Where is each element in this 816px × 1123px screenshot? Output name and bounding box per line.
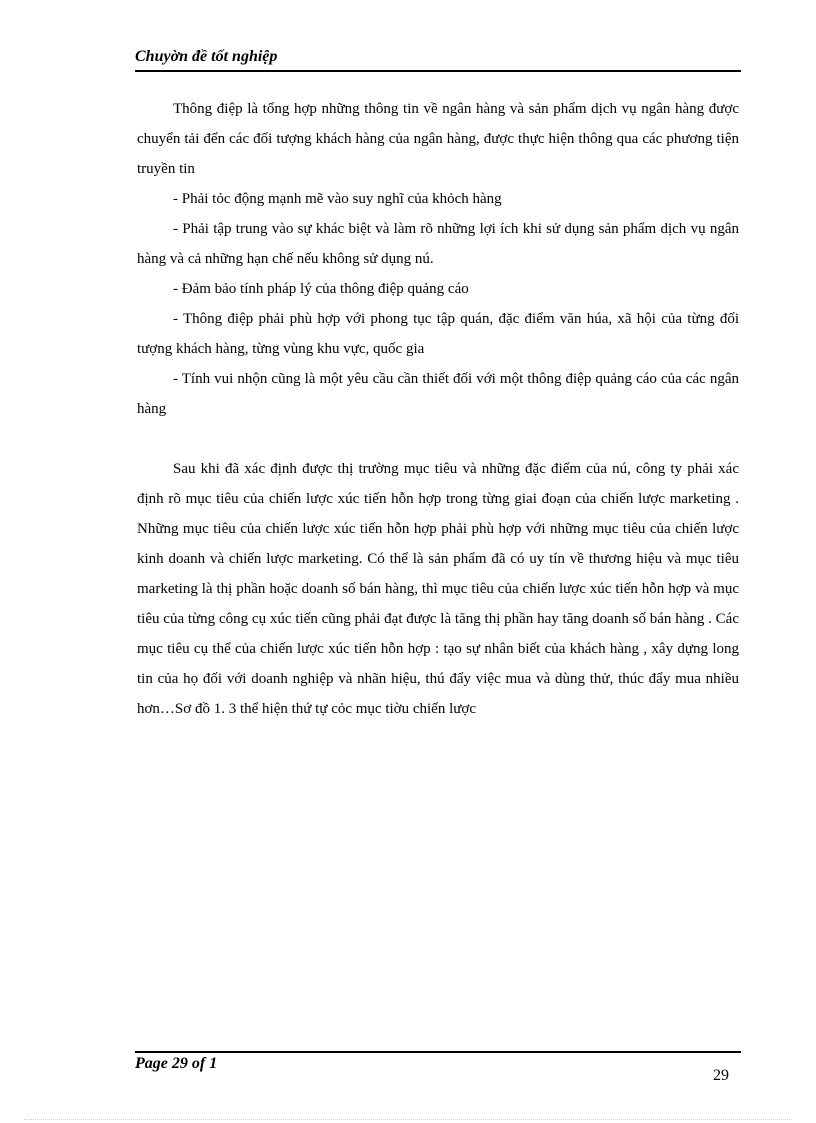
- paragraph-intro: Thông điệp là tổng hợp những thông tin về ngân hàng và sản phẩm dịch vụ ngân hàng được chuyển tải đến các đối tượng khách hàng của ngân hàng, được thực hiện thông qua các phương tiện truyền tin: [137, 101, 739, 177]
- bullet-item: - Thông điệp phải phù hợp với phong tục tập quán, đặc điểm văn húa, xã hội của từng đối tượng khách hàng, từng vùng khu vực, quốc gia: [137, 311, 739, 357]
- bullet-item: - Phải tỏc động mạnh mẽ vào suy nghĩ của khỏch hàng: [173, 191, 502, 207]
- footer-page-label: Page 29 of 1: [135, 1055, 218, 1072]
- header-title: Chuyờn đề tốt nghiệp: [135, 48, 278, 65]
- bullet-item: - Tính vui nhộn cũng là một yêu cầu cần thiết đối với một thông điệp quảng cáo của các ngân hàng: [137, 371, 739, 417]
- bullet-item: - Phải tập trung vào sự khác biệt và làm rõ những lợi ích khi sử dụng sản phẩm dịch vụ ngân hàng và cả những hạn chế nếu không sử dụng nú.: [137, 221, 739, 267]
- bullet-item: - Đảm bảo tính pháp lý của thông điệp quảng cáo: [173, 281, 469, 297]
- paragraph-main: Sau khi đã xác định được thị trường mục tiêu và những đặc điểm của nú, công ty phải xác định rõ mục tiêu của chiến lược xúc tiến hỗn hợp trong từng giai đoạn của chiến lược marketing . Những mục tiêu của chiến lược xúc tiến hỗn hợp phải phù hợp với những mục tiêu của chiến lược kinh doanh và chiến lược marketing. Có thể là sản phẩm đã có uy tín về thương hiệu và mục tiêu marketing là thị phần hoặc doanh số bán hàng, thì mục tiêu của chiến lược xúc tiến hỗn hợp và mục tiêu của từng công cụ xúc tiến cũng phải đạt được là tăng thị phần hay tăng doanh số bán hàng . Các mục tiêu cụ thể của chiến lược xúc tiến hỗn hợp : tạo sự nhân biết của khách hàng , xây dựng long tin của họ đối với doanh nghiệp và nhãn hiệu, thú đẩy việc mua và dùng thử, thúc đẩy mua nhiều hơn…Sơ đồ 1. 3 thể hiện thứ tự cỏc mục tiờu chiến lược: [137, 461, 739, 717]
- paragraph-spacer: [137, 424, 739, 454]
- body-text: [137, 94, 739, 724]
- page-number: 29: [713, 1067, 729, 1084]
- header-rule: [135, 70, 741, 72]
- page-bottom-divider: [24, 1119, 792, 1120]
- footer-rule: [135, 1051, 741, 1053]
